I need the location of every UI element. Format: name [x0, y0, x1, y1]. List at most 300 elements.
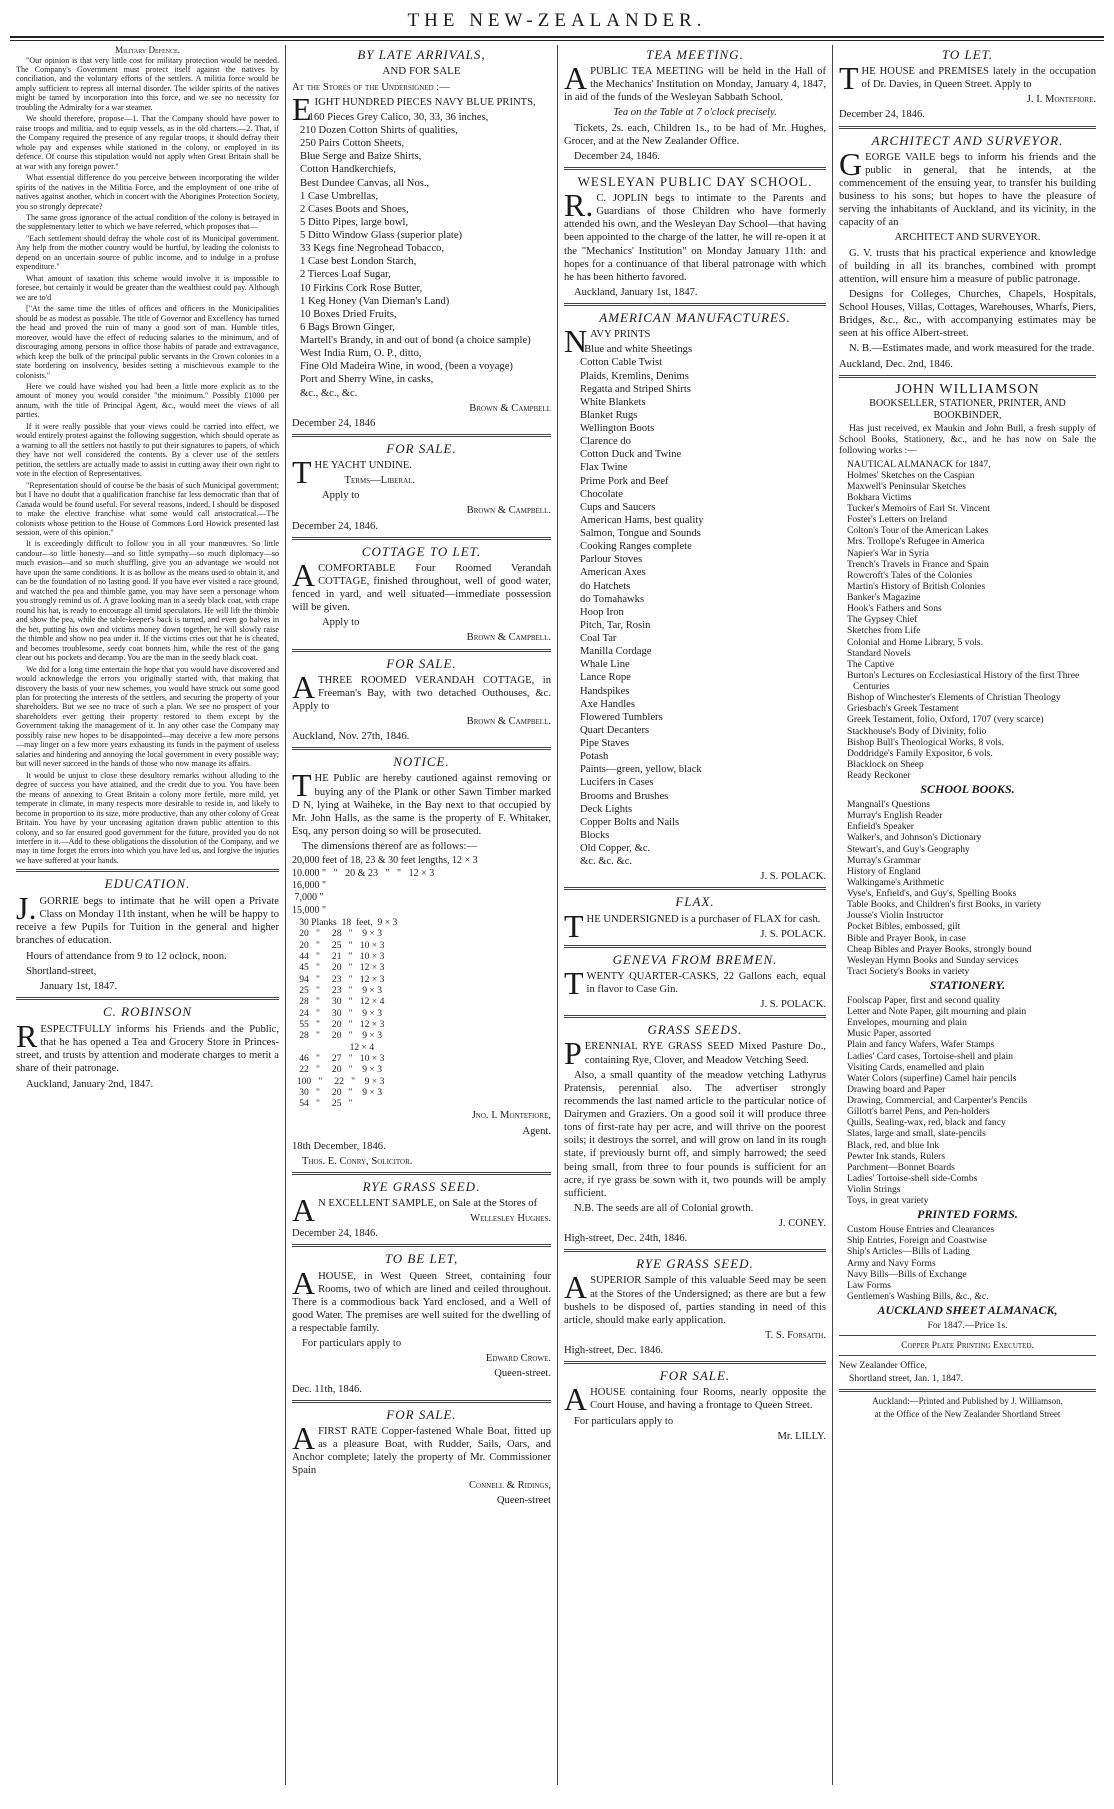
cottage-apply: Apply to [322, 617, 360, 629]
architect-title: ARCHITECT AND SURVEYOR. [871, 132, 1064, 148]
williamson-book-list [839, 459, 1096, 782]
list-item: Flowered Tumblers [580, 711, 663, 723]
list-item: Hoop Iron [580, 606, 624, 618]
masthead: THE NEW-ZEALANDER. [407, 10, 707, 31]
american-ad [564, 310, 826, 883]
list-item: Flax Twine [580, 462, 628, 474]
late-arrivals-list [292, 111, 551, 400]
list-item: Ship's Articles—Bills of Lading [847, 1246, 970, 1258]
american-sign: J. S. POLACK. [760, 871, 826, 883]
ryegrass-title: RYE GRASS SEED. [362, 1178, 481, 1194]
list-item: Black, red, and blue Ink [847, 1139, 940, 1151]
architect-body3: Designs for Colleges, Churches, Chapels, Hospitals, School Houses, Villas, Cottages, Warehouses, Wharfs, Piers, Bridges, &c., &c., with accompanying estimates may be seen at his office Albert-street. [839, 288, 1096, 340]
list-item: Colton's Tour of the American Lakes [847, 525, 989, 537]
tobelet-body: AHOUSE, in West Queen Street, containing four Rooms, two of which are lined and ceiled throughout. There is a commodious back Yard enclosed, and a Well of good Water. The premises are well suited for the dwelling of a respectable family. [292, 1264, 551, 1335]
list-item: Drawing board and Paper [847, 1083, 946, 1095]
table-row: 30 " 20 " 9 × 3 [292, 1086, 382, 1098]
list-item: Doddridge's Family Expositor, 6 vols. [847, 747, 993, 759]
list-item: Blocks [580, 829, 610, 841]
notice-plank-table [292, 917, 551, 1109]
forsale-sign: Brown & Campbell. [466, 716, 551, 728]
flax-ad [564, 894, 826, 944]
table-row: 100 " 22 " 9 × 3 [292, 1075, 385, 1087]
grass-body2: Also, a small quantity of the meadow vetching Lathyrus Pratensis, perennial also. The advertiser strongly recommends the last named article to the particular notice of Dairymen and Graziers. On a good soil it will produce three tons of first-rate hay per acre, and will thrive on the poorest soils; it destroys the sorrel, and will grow on land in its rough state, if previously burnt off, and simply harrowed; the seed being small, from three to four pounds is sufficient for an acre, if rye grass be sown with it, two pounds will be amply sufficient. [564, 1069, 826, 1199]
late-arrivals-date: December 24, 1846 [292, 417, 376, 429]
williamson-name: JOHN WILLIAMSON [895, 381, 1040, 397]
table-row: 44 " 21 " 10 × 3 [292, 951, 385, 963]
tobelet-sign: Edward Crowe. [485, 1353, 551, 1365]
divider [292, 1244, 551, 1247]
notice-title: NOTICE. [393, 754, 450, 770]
list-item: Plaids, Kremlins, Denims [580, 370, 689, 382]
article-paragraph: ["At the same time the titles of offices and officers in the Municipalities should be as modest as possible. The title of Governor and Excellency has turned the head and proved the ruin of many a good sort of man. Humble titles, moreover, would have the effect of reducing salaries to the minimum, and of discouraging among persons in office those habits of parade and extravagance, which keep the bulk of the principal public servants in the Crown colonies in a state bordering on insolvency, besides setting a mischievous example to the colonists." [16, 304, 279, 380]
article-paragraph: Here we could have wished you had been a little more explicit as to the amount of money you would consider "the minimum." Possibly £1000 per annum, with the title of Principal Agent, &c., would meet the views of all parties. [16, 381, 279, 420]
article-paragraph: "Representation should of course be the basis of such Municipal government; but I have no doubt that a qualification franchise far less democratic than that of Canada would be found useful. For several reasons, indeed, I should be disposed to make the elective franchise what some would call aristocratical.—The colonists whose petition to the House of Commons Lord Howick presented last session, were of this opinion." [16, 480, 279, 538]
list-item: Regatta and Striped Shirts [580, 383, 691, 395]
column-2 [285, 45, 557, 1785]
list-item: Tucker's Memoirs of Earl St. Vincent [847, 503, 990, 515]
list-item: Brooms and Brushes [580, 790, 669, 802]
list-item: Wesleyan Hymn Books and Sunday services [847, 954, 1019, 966]
list-item: Enfield's Speaker [847, 821, 914, 833]
list-item: Bible and Prayer Book, in case [847, 932, 966, 944]
list-item: Bishop of Winchester's Elements of Christian Theology [847, 692, 1061, 704]
columns [10, 45, 1104, 1785]
divider [839, 1335, 1096, 1336]
architect-body4: N. B.—Estimates made, and work measured for the trade. [849, 343, 1095, 355]
list-item: 10 Boxes Dried Fruits, [300, 308, 397, 320]
list-item: Lucifers in Cases [580, 777, 654, 789]
list-item: Quart Decanters [580, 724, 650, 736]
ryegrass-ad [292, 1179, 551, 1240]
divider [564, 303, 826, 306]
forsale4-ad [564, 1368, 826, 1443]
rye2-title: RYE GRASS SEED. [636, 1256, 754, 1272]
flax-body: THE UNDERSIGNED is a purchaser of FLAX for cash. [564, 907, 821, 944]
grass-body1: PERENNIAL RYE GRASS SEED Mixed Pasture Do., containing Rye, Clover, and Meadow Vetching Seed. [564, 1035, 826, 1072]
tea-date: December 24, 1846. [574, 150, 660, 162]
divider [16, 997, 279, 1000]
american-lead: NAVY PRINTS [564, 323, 651, 360]
list-item: White Blankets [580, 396, 646, 408]
list-item: Pipe Staves [580, 738, 630, 750]
list-item: Salmon, Tongue and Sounds [580, 528, 701, 540]
article-paragraph: If it were really possible that your views could be carried into effect, we would entirely protest against the following suggestion, which should operate as a warning to all the settlers not hastily to put their signatures to papers, of which they have not well considered the contents. By a clever use of the settlers petition, the settlers are actually made to assist in cutting away their own right to vote in the election of Representatives. [16, 421, 279, 479]
list-item: 1 Case best London Starch, [300, 256, 417, 268]
table-row: 25 " 23 " 9 × 3 [292, 985, 382, 996]
list-item: Violin Strings [847, 1184, 901, 1196]
divider [839, 1355, 1096, 1356]
column-3 [557, 45, 832, 1785]
notice-dimension-lines [292, 855, 551, 917]
list-item: Walkingame's Arithmetic [847, 876, 945, 888]
stationery-title: STATIONERY. [929, 978, 1006, 993]
divider [292, 747, 551, 750]
list-item: NAUTICAL ALMANACK for 1847, [847, 458, 991, 470]
list-item: Whale Line [580, 659, 630, 671]
list-item: Bokhara Victims [847, 491, 912, 503]
yacht-apply: Apply to [322, 490, 360, 502]
list-item: do Hatchets [580, 580, 631, 592]
table-row: 45 " 20 " 12 × 3 [292, 962, 385, 974]
grass-sign: J. CONEY. [778, 1218, 826, 1230]
military-defence-title: Military Defence. [115, 45, 180, 55]
grass-date: High-street, Dec. 24th, 1846. [564, 1233, 688, 1245]
notice-dims: The dimensions thereof are as follows:— [302, 841, 478, 853]
list-item: Deck Lights [580, 803, 633, 815]
list-item: Holmes' Sketches on the Caspian [847, 469, 975, 481]
office-line1: New Zealander Office, [839, 1360, 927, 1372]
list-item: Potash [580, 751, 609, 763]
tobelet-apply: For particulars apply to [302, 1338, 402, 1350]
tobelet-ad [292, 1251, 551, 1395]
list-item: Music Paper, assorted [847, 1028, 932, 1040]
tea-title: TEA MEETING. [646, 47, 744, 62]
column-4 [832, 45, 1102, 1785]
divider [839, 375, 1096, 378]
education-date: January 1st, 1847. [40, 981, 118, 993]
late-arrivals-ad [292, 47, 551, 430]
architect-body2: G. V. trusts that his practical experience and knowledge of building in all its branches, combined with prompt attention, will ensure him a measure of public patronage. [839, 247, 1096, 285]
whaleboat-ad [292, 1407, 551, 1508]
architect-body: GEORGE VAILE begs to inform his friends and the public in general, that he intends, at the commencement of the ensuing year, to transfer his building business to his sons; but hopes to have the pleasure of serving the inhabitants of Auckland, and its vicinity, in the capacity of an [839, 145, 1096, 229]
notice-agent: Agent. [522, 1125, 551, 1137]
list-item: Slates, large and small, slate-pencils [847, 1128, 986, 1140]
list-item: 10 Firkins Cork Rose Butter, [300, 282, 423, 294]
table-row: 94 " 23 " 12 × 3 [292, 973, 385, 985]
list-item: Cups and Saucers [580, 501, 656, 513]
notice-date: 18th December, 1846. [292, 1140, 386, 1152]
list-item: Blue Serge and Baize Shirts, [300, 151, 422, 163]
list-item: Cotton Handkerchiefs, [300, 164, 396, 176]
list-item: Letter and Note Paper, gilt mourning and plain [847, 1006, 1027, 1018]
copper-plate: Copper Plate Printing Executed. [901, 1340, 1034, 1352]
table-row: 22 " 20 " 9 × 3 [292, 1064, 382, 1076]
forsale-date: Auckland, Nov. 27th, 1846. [292, 731, 410, 743]
list-item: 1 Case Umbrellas, [300, 190, 378, 202]
list-item: Stackhouse's Body of Divinity, folio [847, 725, 987, 737]
list-item: Law Forms [847, 1279, 891, 1291]
stationery-list [839, 995, 1096, 1206]
flax-title: FLAX. [675, 894, 715, 910]
article-paragraph: It would be unjust to close these desultory remarks without alluding to the degree of success you have attained, and the credit due to you. You have been the means of annexing to Great Britain a colony more fertile, more mild, yet temperate in climate, in many respects more desirable to reside in, and likely to become in proportion to its size, more productive, than any other colony of Great Britain. You have by your unceasing agitation drawn public attention to this colony, and so far ensured good government for the future, provided you do not interfere in it.—Add to these obligations the dissolution of the Company, and we may in time forget the errors into which you have led us, and forgive the injuries we have suffered at your hands. [16, 770, 279, 865]
geneva-title: GENEVA FROM BREMEN. [612, 951, 778, 967]
table-row: 24 " 30 " 9 × 3 [292, 1007, 382, 1019]
robinson-body: RESPECTFULLY informs his Friends and the Public, that he has opened a Tea and Grocery Store in Princes-street, and trusts by attention and moderate charges to merit a share of their patronage. [16, 1017, 279, 1075]
education-address: Shortland-street, [26, 965, 97, 977]
cottage-body: ACOMFORTABLE Four Roomed Verandah COTTAGE, finished throughout, well of good water, fenced in yard, and well situated—immediate possession will be given. [292, 556, 551, 614]
article-paragraph: We should therefore, propose—1. That the Company should have power to raise troops and militia, and to equip vessels, as in the old charters.—2. That, if the Company required the presence of any regular troops, it should defray their whole pay and expenses while stationed in the colony, or employed in its defence. Of course this stipulation would not apply when Great Britain shall be at war with any foreign power." [16, 114, 279, 171]
list-item: Martin's History of British Colonies [847, 580, 986, 592]
forsale-body: ATHREE ROOMED VERANDAH COTTAGE, in Freeman's Bay, with two detached Outhouses, &c. Apply to [292, 668, 551, 712]
american-title: AMERICAN MANUFACTURES. [599, 310, 791, 326]
list-item: Army and Navy Forms [847, 1257, 936, 1269]
table-row: 54 " 25 " [292, 1098, 353, 1110]
list-item: 5 Ditto Pipes, large bowl, [300, 216, 409, 228]
notice-solicitor: Thos. E. Conry, Solicitor. [302, 1155, 413, 1167]
list-item: Gentlemen's Washing Bills, &c., &c. [847, 1290, 989, 1302]
education-body: J.GORRIE begs to intimate that he will open a Private Class on Monday 11th instant, when he will be happy to receive a few Pupils for Tuition in the general and higher branches of education. [16, 889, 279, 947]
yacht-title: FOR SALE. [386, 440, 457, 456]
dimension-line: 7,000 " [292, 892, 324, 904]
list-item: Stewart's, and Guy's Geography [847, 843, 970, 855]
list-item: American Axes [580, 567, 646, 579]
architect-ad [839, 133, 1096, 371]
list-item: Toys, in great variety [847, 1195, 929, 1207]
table-row: 28 " 20 " 9 × 3 [292, 1030, 382, 1042]
divider [564, 887, 826, 890]
whaleboat-body: AFIRST RATE Copper-fastened Whale Boat, fitted up as a pleasure Boat, with Rudder, Sails, Oars, and Anchor complete; lately the property of Mr. Commissioner Spain [292, 1419, 551, 1477]
architect-date: Auckland, Dec. 2nd, 1846. [839, 358, 953, 370]
american-list [564, 343, 826, 868]
forsale4-sign: Mr. LILLY. [777, 1430, 826, 1442]
list-item: Pocket Bibles, embossed, gilt [847, 921, 961, 933]
divider [839, 1389, 1096, 1392]
list-item: Chocolate [580, 488, 623, 500]
list-item: Paints—green, yellow, black [580, 764, 702, 776]
list-item: Foolscap Paper, first and second quality [847, 994, 1001, 1006]
flax-sign: J. S. POLACK. [760, 928, 826, 940]
whaleboat-title: FOR SALE. [386, 1406, 457, 1422]
rye2-ad [564, 1256, 826, 1357]
list-item: do Tomahawks [580, 593, 645, 605]
table-row: 20 " 25 " 10 × 3 [292, 939, 385, 951]
table-row: 20 " 28 " 9 × 3 [292, 928, 382, 940]
list-item: Murray's English Reader [847, 810, 943, 822]
wesleyan-title: WESLEYAN PUBLIC DAY SCHOOL. [577, 173, 813, 189]
rye2-date: High-street, Dec. 1846. [564, 1345, 664, 1357]
list-item: Blanket Rugs [580, 409, 638, 421]
list-item: West India Rum, O. P., ditto, [300, 348, 422, 360]
list-item: Maxwell's Peninsular Sketches [847, 480, 966, 492]
late-arrivals-line: At the Stores of the Undersigned :— [292, 81, 450, 93]
list-item: &c. &c. &c. [580, 856, 633, 868]
list-item: Parchment—Bonnet Boards [847, 1161, 955, 1173]
article-paragraph: It is exceedingly difficult to follow you in all your manœuvres. So little candour—so little honesty—and so little sympathy—so much diplomacy—so much evasion—and so much shuffling, give you an advantage we would not have upon the same conditions. It is as hollow as the means used to obtain it, and can be the foundation of no lasting good. If you have ever visited a race ground, and watched the pea and thimble game, you may have seen a personage whom you strongly remind us of. A grave looking man in a seedy black coat, with crape round his hat, is ready to encourage all timid speculators. He will lift the thimble and show the pea, while the table-keeper's back is turned, and even go halves in the bet, putting his own and victims money down together, he will slowly raise the thimble and show no pea under it. If the victims cries out that he is cheated, and becomes troublesome, seedy coat bonnets him, while the rest of the gang clear out his pockets and decamp. You are the man in the seedy black coat. [16, 539, 279, 663]
list-item: Ready Reckoner [847, 770, 911, 782]
table-row: 28 " 30 " 12 × 4 [292, 996, 385, 1008]
list-item: 250 Pairs Cotton Sheets, [300, 138, 405, 150]
geneva-sign: J. S. POLACK. [760, 999, 826, 1011]
article-paragraph: What amount of taxation this scheme would involve it is impossible to foresee, but certainly it would be greater than the wealthiest could pay. Although we are to'd [16, 273, 279, 302]
rye2-sign: T. S. Forsaith. [764, 1329, 826, 1341]
list-item: Mrs. Trollope's Refugee in America [847, 536, 985, 548]
tea-tickets: Tickets, 2s. each, Children 1s., to be had of Mr. Hughes, Grocer, and at the New Zealander Office. [564, 122, 826, 147]
robinson-title: C. ROBINSON [103, 1004, 192, 1020]
list-item: Manilla Cordage [580, 646, 652, 658]
list-item: Ladies' Card cases, Tortoise-shell and plain [847, 1050, 1014, 1062]
forsale-cottage-ad [292, 656, 551, 744]
list-item: Quills, Sealing-wax, red, black and fancy [847, 1117, 1006, 1129]
tea-body: APUBLIC TEA MEETING will be held in the Hall of the Mechanics' Institution on Monday, January 4, 1847, in aid of the funds of the Wesleyan Sabbath School. [564, 60, 826, 104]
tea-meeting-ad [564, 47, 826, 163]
williamson-body: Has just received, ex Maukin and John Bull, a fresh supply of School Books, Stationery, &c., and he has now on Sale the following works :— [839, 423, 1096, 457]
list-item: 1 Keg Honey (Van Dieman's Land) [300, 295, 450, 307]
list-item: Pewter Ink stands, Rulers [847, 1150, 946, 1162]
divider [292, 1172, 551, 1175]
list-item: Drawing, Commercial, and Carpenter's Pencils [847, 1095, 1028, 1107]
dimension-line: 15,000 " [292, 904, 327, 916]
list-item: Gillott's barrel Pens, and Pen-holders [847, 1106, 990, 1118]
column-1 [10, 45, 285, 1785]
list-item: Best Dundee Canvas, all Nos., [300, 177, 430, 189]
list-item: Sketches from Life [847, 625, 921, 637]
grass-ad [564, 1022, 826, 1245]
dimension-line: 10.000 " " 20 & 23 " " 12 × 3 [292, 867, 435, 879]
yacht-ad [292, 441, 551, 533]
list-item: Copper Bolts and Nails [580, 816, 680, 828]
list-item: Wellington Boots [580, 423, 655, 435]
list-item: Tract Society's Books in variety [847, 965, 970, 977]
tolet-title: TO LET. [941, 47, 994, 62]
divider [564, 1361, 826, 1364]
list-item: Rowcroft's Tales of the Colonies [847, 569, 973, 581]
williamson-trade: BOOKSELLER, STATIONER, PRINTER, AND BOOKBINDER, [869, 397, 1066, 421]
imprint [839, 1396, 1096, 1420]
late-arrivals-lead: EIGHT HUNDRED PIECES NAVY BLUE PRINTS, [292, 90, 536, 127]
dimension-line: 16,000 " [292, 879, 327, 891]
list-item: Cheap Bibles and Prayer Books, strongly bound [847, 943, 1032, 955]
late-arrivals-title: BY LATE ARRIVALS, [357, 47, 486, 62]
grass-body3: N.B. The seeds are all of Colonial growth. [574, 1202, 754, 1214]
yacht-sign: Brown & Campbell. [466, 505, 551, 517]
forsale4-apply: For particulars apply to [574, 1415, 674, 1427]
list-item: Colonial and Home Library, 5 vols. [847, 636, 984, 648]
table-row: 55 " 20 " 12 × 3 [292, 1018, 385, 1030]
divider [292, 537, 551, 540]
table-row: 30 Planks 18 feet, 9 × 3 [292, 917, 398, 929]
list-item: 160 Pieces Grey Calico, 30, 33, 36 inches, [308, 111, 489, 123]
list-item: 33 Kegs fine Negrohead Tobacco, [300, 243, 445, 255]
forsale4-title: FOR SALE. [659, 1368, 731, 1384]
list-item: History of England [847, 865, 921, 877]
list-item: &c., &c., &c. [300, 387, 358, 399]
divider [839, 126, 1096, 129]
tolet-sign: J. I. Montefiore. [1026, 94, 1096, 106]
list-item: Vyse's, Enfield's, and Guy's, Spelling Books [847, 888, 1017, 900]
list-item: 6 Bags Brown Ginger, [300, 321, 395, 333]
printed-forms-list [839, 1224, 1096, 1302]
list-item: Banker's Magazine [847, 592, 921, 604]
list-item: Trench's Travels in France and Spain [847, 558, 989, 570]
list-item: The Captive [847, 658, 895, 670]
list-item: Parlour Stoves [580, 554, 643, 566]
list-item: Water Colors (superfine) Camel hair pencils [847, 1072, 1017, 1084]
school-book-list [839, 799, 1096, 977]
whaleboat-sign: Connell & Ridings, [468, 1480, 551, 1492]
office-line2: Shortland street, Jan. 1, 1847. [849, 1373, 964, 1385]
printed-forms-title: PRINTED FORMS. [917, 1207, 1018, 1222]
list-item: Hook's Fathers and Sons [847, 603, 942, 615]
divider [564, 1015, 826, 1018]
list-item: 2 Tierces Loaf Sugar, [300, 269, 391, 281]
almanack-title: AUCKLAND SHEET ALMANACK, [877, 1303, 1058, 1318]
list-item: Port and Sherry Wine, in casks, [300, 374, 434, 386]
list-item: Table Books, and Children's first Books, in variety [847, 899, 1042, 911]
school-books-title: SCHOOL BOOKS. [920, 782, 1015, 797]
wesleyan-body: R.C. JOPLIN begs to intimate to the Parents and Guardians of those Children who have formerly attended his own, and the Wesleyan Day School—that having been appointed to the charge of the latter, he will re-open it at the "Mechanics' Institution" on Monday January 11th: and hopes for a continuance of that liberal patronage with which he has been hitherto favored. [564, 187, 826, 283]
tobelet-date: Dec. 11th, 1846. [292, 1383, 362, 1395]
divider [564, 167, 826, 170]
divider [292, 649, 551, 652]
list-item: Visiting Cards, enamelled and plain [847, 1061, 985, 1073]
list-item: Martell's Brandy, in and out of bond (a choice sample) [300, 335, 531, 347]
list-item: Mangnall's Questions [847, 799, 931, 811]
ryegrass-body: AN EXCELLENT SAMPLE, on Sale at the Stores of [292, 1192, 538, 1229]
rye2-body: ASUPERIOR Sample of this valuable Seed may be seen at the Stores of the Undersigned; as there are but a few bushels to be disposed of, parties standing in need of this article, should make early application. [564, 1269, 826, 1326]
dimension-line: 20,000 feet of 18, 23 & 30 feet lengths, 12 × 3 [292, 855, 478, 867]
divider [564, 1249, 826, 1252]
table-row: 46 " 27 " 10 × 3 [292, 1052, 385, 1064]
whaleboat-sign2: Queen-street [496, 1495, 551, 1507]
late-arrivals-sub: AND FOR SALE [382, 65, 461, 78]
article-paragraph: We did for a long time entertain the hope that you would have discovered and would acknowledge the errors you originally started with, that making that discovery the basis of your new schemes, you would have struck out some good plan for protecting the interests of the settlers, and securing the property of your shareholders. But we see no trace of such a plan. We see no prospect of your shareholders ever getting their property restored to them except by the Government taking the management of it. In any other case the Company may possibly raise new hopes to be disappointed—may deceive a few more persons—may linger on a few more years exhausting its funds in the payment of useless salaries and hindering and annoying the local government in every possible way; but will never succeed in the hands of those who now manage its affairs. [16, 664, 279, 769]
list-item: Standard Novels [847, 647, 911, 659]
wesleyan-ad [564, 174, 826, 299]
list-item: Bishop Bull's Theological Works, 8 vols. [847, 736, 1005, 748]
list-item: Ship Entries, Foreign and Coastwise [847, 1235, 987, 1247]
imprint-line2: at the Office of the New Zealander Shortland Street [874, 1408, 1061, 1419]
list-item: Griesbach's Greek Testament [847, 703, 959, 715]
divider [16, 869, 279, 872]
yacht-terms: Terms—Liberal. [344, 475, 416, 487]
article-paragraph: What essential difference do you perceive between incorporating the wilder spirits of the natives in the Militia Force, and the employment of one tribe of natives against another, which in concert with the Aborigines Protection Society, you so strongly deprecate? [16, 173, 279, 211]
notice-ad [292, 754, 551, 1168]
list-item: Lance Rope [580, 672, 631, 684]
list-item: Foster's Letters on Ireland [847, 514, 948, 526]
list-item: Walker's, and Johnson's Dictionary [847, 832, 982, 844]
imprint-line1: Auckland:—Printed and Published by J. Williamson, [872, 1395, 1063, 1406]
education-ad [16, 876, 279, 1090]
list-item: Greek Testament, folio, Oxford, 1707 (very scarce) [847, 714, 1044, 726]
architect-role: ARCHITECT AND SURVEYOR. [894, 232, 1041, 244]
ryegrass-sign: Wellesley Hughes. [470, 1213, 551, 1225]
late-arrivals-sign: Brown & Campbell [469, 402, 551, 414]
list-item: Clarence do [580, 436, 631, 448]
masthead-rule [10, 36, 1104, 41]
article-paragraph: "Our opinion is that very little cost for military protection would be needed. The Company's Government must protect itself against the natives by conciliation, and the voluntary efforts of the settlers. A militia force would be amply sufficient to repress all internal disorder. The wilder spirits of the natives might be tamed by incorporation into this force, and we see no necessity for troubling the Admiralty for a war steamer. [16, 55, 279, 112]
list-item: Napier's War in Syria [847, 547, 930, 559]
list-item: Old Copper, &c. [580, 843, 651, 855]
tolet-date: December 24, 1846. [839, 109, 925, 121]
cottage-title: COTTAGE TO LET. [361, 543, 482, 559]
list-item: Plain and fancy Wafers, Wafer Stamps [847, 1039, 995, 1051]
list-item: Blacklock on Sheep [847, 758, 924, 770]
list-item: Fine Old Madeira Wine, in wood, (been a voyage) [300, 361, 513, 373]
yacht-date: December 24, 1846. [292, 520, 378, 532]
tobelet-sign2: Queen-street. [494, 1368, 551, 1380]
divider [564, 945, 826, 948]
education-hours: Hours of attendance from 9 to 12 oclock, noon. [26, 950, 227, 962]
list-item: Coal Tar [580, 633, 617, 645]
tobelet-title: TO BE LET, [384, 1251, 459, 1267]
list-item: Cooking Ranges complete [580, 541, 692, 553]
geneva-body: TWENTY QUARTER-CASKS, 22 Gallons each, equal in flavor to Case Gin. [564, 964, 826, 1001]
ryegrass-date: December 24, 1846. [292, 1228, 378, 1240]
list-item: Ladies' Tortoise-shell side-Combs [847, 1172, 978, 1184]
tolet-ad [839, 47, 1096, 122]
forsale4-body: AHOUSE containing four Rooms, nearly opposite the Court House, and having a frontage to Queen Street. [564, 1381, 826, 1418]
table-row: 12 × 4 [292, 1041, 375, 1053]
list-item: 5 Ditto Window Glass (superior plate) [300, 230, 463, 242]
list-item: Murray's Grammar [847, 854, 921, 866]
list-item: Jousse's Violin Instructor [847, 910, 944, 922]
list-item: Pitch, Tar, Rosin [580, 619, 651, 631]
military-defence-article [16, 56, 279, 866]
list-item: Envelopes, mourning and plain [847, 1017, 967, 1029]
robinson-date: Auckland, January 2nd, 1847. [26, 1078, 154, 1090]
article-paragraph: The same gross ignorance of the actual condition of the colony is betrayed in the supplementary letter to which we have referred, which proposes that— [16, 213, 279, 232]
